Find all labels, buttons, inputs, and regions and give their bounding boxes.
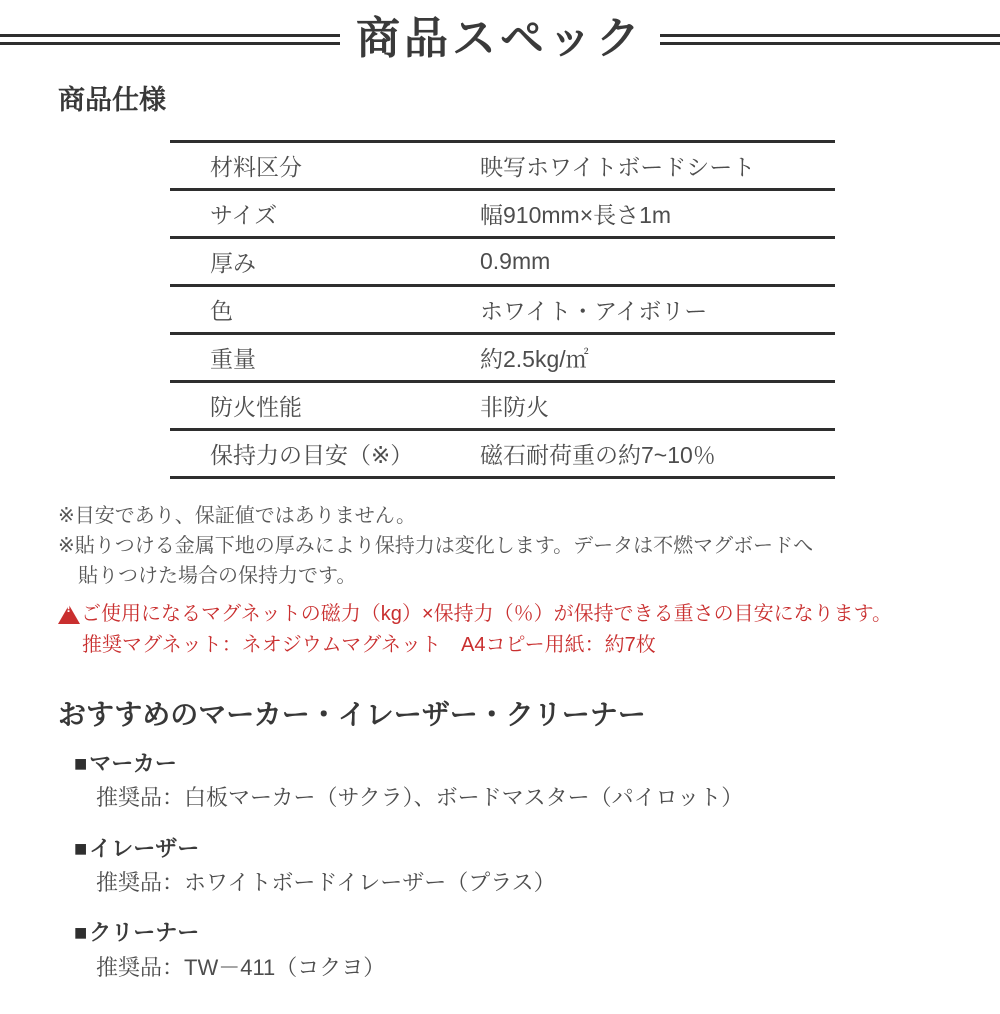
row-label: 厚み (210, 249, 256, 276)
item-title (74, 836, 1000, 862)
table-row (170, 188, 835, 236)
row-value: 磁石耐荷重の約7~10％ (480, 441, 716, 468)
row-label: 材料区分 (210, 153, 302, 180)
table-row (170, 332, 835, 380)
row-label: 重量 (210, 345, 256, 372)
note-line: ※目安であり、保証値ではありません。 (58, 504, 416, 527)
table-row (170, 428, 835, 476)
list-item (74, 920, 1000, 981)
row-label: 色 (210, 297, 233, 324)
list-item (74, 751, 1000, 812)
table-row (170, 236, 835, 284)
row-value: 約2.5kg/㎡ (480, 345, 589, 372)
warning-line (58, 599, 1000, 630)
notes-block (58, 501, 1000, 591)
square-bullet-icon: ■ (74, 750, 88, 776)
double-rule-left (0, 34, 340, 45)
note-line: 貼りつけた場合の保持力です。 (78, 564, 357, 587)
warning-line: 推奨マグネット：ネオジウムマグネット A4コピー用紙：約7枚 (82, 633, 656, 656)
square-bullet-icon: ■ (74, 835, 88, 861)
list-item (74, 836, 1000, 897)
recommend-section-heading: おすすめのマーカー・イレーザー・クリーナー (58, 698, 646, 730)
row-label: 保持力の目安（※） (210, 441, 414, 468)
item-title (74, 920, 1000, 946)
spec-table (170, 140, 835, 479)
square-bullet-icon: ■ (74, 920, 88, 946)
row-label: 防火性能 (210, 393, 302, 420)
row-value: 非防火 (480, 393, 549, 420)
spec-section-heading: 商品仕様 (58, 84, 166, 115)
warning-triangle-icon (58, 605, 81, 625)
warning-block (58, 599, 1000, 661)
warning-text: ご使用になるマグネットの磁力（kg）×保持力（％）が保持できる重さの目安になります。 (81, 602, 893, 625)
item-detail: 推奨品：TW－411（コクヨ） (96, 954, 386, 980)
table-row (170, 380, 835, 428)
page-title: 商品スペック (356, 14, 644, 63)
item-name: マーカー (89, 750, 177, 776)
note-line: ※貼りつける金属下地の厚みにより保持力は変化します。データは不燃マグボードへ (58, 534, 814, 557)
title-banner (0, 14, 1000, 65)
row-value: 映写ホワイトボードシート (480, 153, 756, 180)
table-row (170, 140, 835, 188)
recommend-list (0, 751, 1000, 981)
item-detail: 推奨品：白板マーカー（サクラ）、ボードマスター（パイロット） (96, 785, 744, 811)
row-value: 幅910mm×長さ1m (480, 201, 672, 228)
item-name: クリーナー (89, 920, 200, 946)
row-value: 0.9mm (480, 247, 551, 274)
table-row (170, 284, 835, 332)
item-title (74, 751, 1000, 777)
item-name: イレーザー (89, 835, 200, 861)
row-value: ホワイト・アイボリー (480, 297, 708, 324)
row-label: サイズ (210, 201, 278, 228)
double-rule-right (660, 34, 1000, 45)
item-detail: 推奨品：ホワイトボードイレーザー（プラス） (96, 870, 556, 895)
